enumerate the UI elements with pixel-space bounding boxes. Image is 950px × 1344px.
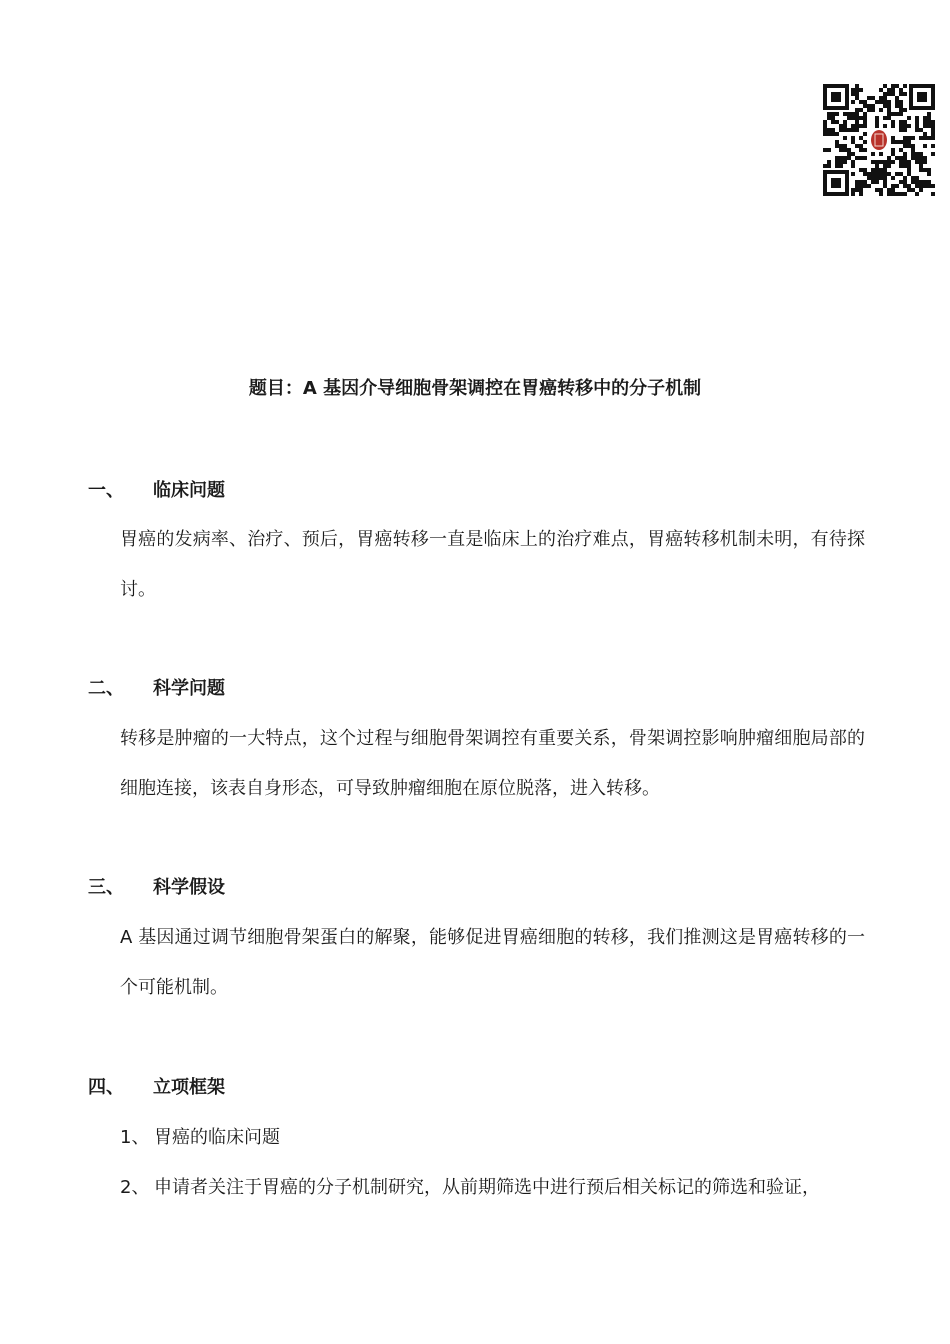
section-3-paragraph: A 基因通过调节细胞骨架蛋白的解聚，能够促进胃癌细胞的转移，我们推测这是胃癌转移的一个可能机制。 <box>120 927 865 998</box>
section-4-title: 立项框架 <box>153 1077 225 1098</box>
section-1-heading <box>88 479 225 503</box>
section-2-number: 二、 <box>88 678 124 699</box>
section-1-number: 一、 <box>88 480 124 501</box>
section-4-heading <box>88 1076 225 1100</box>
list-item-number: 2、 <box>120 1177 150 1198</box>
section-2-paragraph: 转移是肿瘤的一大特点，这个过程与细胞骨架调控有重要关系，骨架调控影响肿瘤细胞局部的细胞连接，该表自身形态，可导致肿瘤细胞在原位脱落，进入转移。 <box>120 728 865 799</box>
section-3-title: 科学假设 <box>153 877 225 898</box>
list-item-text: 申请者关注于胃癌的分子机制研究，从前期筛选中进行预后相关标记的筛选和验证， <box>154 1177 820 1198</box>
section-3-heading <box>88 876 225 900</box>
seal-icon <box>871 130 887 150</box>
section-1-title: 临床问题 <box>153 480 225 501</box>
document-title: 题目：A 基因介导细胞骨架调控在胃癌转移中的分子机制 <box>248 378 702 399</box>
section-3-number: 三、 <box>88 877 124 898</box>
section-1-paragraph: 胃癌的发病率、治疗、预后，胃癌转移一直是临床上的治疗难点，胃癌转移机制未明，有待探讨。 <box>120 529 865 600</box>
section-2-title: 科学问题 <box>153 678 225 699</box>
list-item-text: 胃癌的临床问题 <box>154 1127 280 1148</box>
list-item <box>120 1176 865 1200</box>
section-2-heading <box>88 677 225 701</box>
list-item <box>120 1126 865 1150</box>
list-item-number: 1、 <box>120 1127 150 1148</box>
qr-code-icon <box>823 84 935 196</box>
section-4-number: 四、 <box>88 1077 124 1098</box>
